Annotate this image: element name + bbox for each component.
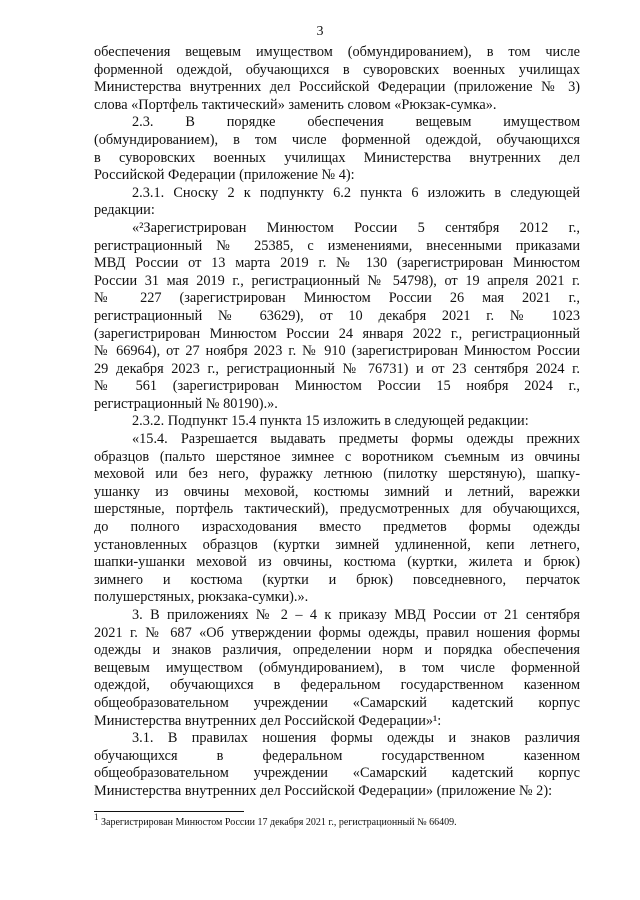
text-line: до полного израсходования вместо предметов формы одежды	[94, 519, 580, 536]
footnote-marker: 1	[94, 812, 99, 822]
text-line: регистрационный № 80190).».	[94, 395, 278, 412]
body-text	[94, 44, 580, 801]
text-line: меховой или без него, фуражку летнюю (пилотку шерстяную), шапку-	[94, 466, 580, 483]
text-line: установленных образцов (куртки зимней удлиненной, кепи летнего,	[94, 536, 580, 553]
text-line: шерстяные, портфель тактический), предусмотренных для обучающихся,	[94, 501, 580, 518]
text-line: 3.1. В правилах ношения формы одежды и знаков различия	[132, 730, 580, 747]
text-line: № 66964), от 27 ноября 2023 г. № 910 (зарегистрирован Минюстом России	[94, 343, 580, 360]
text-line: форменной одеждой, обучающихся в суворовских военных училищах	[94, 61, 580, 78]
text-line: регистрационный № 25385, с изменениями, внесенными приказами	[94, 237, 580, 254]
text-line: Министерства внутренних дел Российской Федерации»¹:	[94, 712, 442, 729]
text-line: «15.4. Разрешается выдавать предметы формы одежды прежних	[132, 431, 580, 448]
footnote	[94, 812, 580, 829]
text-line: образцов (пальто шерстяное зимнее с воротником съемным из овчины	[94, 448, 580, 465]
text-line: 2.3.2. Подпункт 15.4 пункта 15 изложить в следующей редакции:	[132, 413, 529, 430]
text-line: шапки-ушанки меховой из овчины, костюма (куртки, жилета и брюк)	[94, 554, 580, 571]
text-line: 3. В приложениях № 2 – 4 к приказу МВД России от 21 сентября	[132, 607, 580, 623]
text-line: 2.3. В порядке обеспечения вещевым имуществом	[132, 114, 580, 131]
text-line: Министерства внутренних дел Российской Федерации (приложение № 3)	[94, 79, 580, 96]
text-line: 2.3.1. Сноску 2 к подпункту 6.2 пункта 6 изложить в следующей	[132, 184, 580, 201]
text-line: одежды и знаков различия, определении норм и порядка обеспечения	[94, 642, 580, 659]
text-line: обучающихся в федеральном государственном казенном	[94, 747, 580, 764]
text-line: полушерстяных, рюкзака-сумки).».	[94, 589, 309, 606]
text-line: МВД России от 13 марта 2019 г. № 130 (зарегистрирован Минюстом	[94, 255, 580, 272]
text-line: России 31 мая 2019 г., регистрационный № 54798), от 19 апреля 2021 г.	[94, 272, 580, 289]
footnote-text: Зарегистрирован Минюстом России 17 декабря 2021 г., регистрационный № 66409.	[98, 817, 457, 828]
text-line: Российской Федерации (приложение № 4):	[94, 167, 355, 184]
text-line: редакции:	[94, 202, 155, 219]
text-line: регистрационный № 63629), от 10 декабря 2021 г. № 1023	[94, 307, 580, 324]
text-line: «²Зарегистрирован Минюстом России 5 сентября 2012 г.,	[132, 219, 580, 236]
text-line: обеспечения вещевым имуществом (обмундированием), в том числе	[94, 44, 580, 60]
footnote-divider	[94, 811, 244, 812]
text-line: (обмундированием), в том числе форменной одеждой, обучающихся	[94, 131, 580, 148]
text-line: № 561 (зарегистрирован Минюстом России 15 ноября 2024 г.,	[94, 378, 580, 395]
text-line: одеждой, обучающихся в федеральном государственном казенном	[94, 677, 580, 694]
text-line: общеобразовательном учреждении «Самарский кадетский корпус	[94, 694, 580, 711]
text-line: зимнего и костюма (куртки и брюк) повседневного, перчаток	[94, 571, 580, 588]
text-line: № 227 (зарегистрирован Минюстом России 26 мая 2021 г.,	[94, 290, 580, 307]
text-line: в суворовских военных училищах Министерства внутренних дел	[94, 149, 580, 166]
text-line: вещевым имуществом (обмундированием), в том числе форменной	[94, 659, 580, 676]
text-line: общеобразовательном учреждении «Самарский кадетский корпус	[94, 765, 580, 782]
text-line: слова «Портфель тактический» заменить словом «Рюкзак-сумка».	[94, 96, 497, 113]
text-line: Министерства внутренних дел Российской Федерации» (приложение № 2):	[94, 782, 553, 799]
text-line: (зарегистрирован Минюстом России 24 января 2022 г., регистрационный	[94, 325, 580, 342]
page-number: 3	[316, 24, 324, 39]
text-line: 29 декабря 2023 г., регистрационный № 76731) и от 23 сентября 2024 г.	[94, 360, 580, 377]
text-line: ушанку из овчины меховой, костюмы зимний и летний, варежки	[94, 483, 580, 500]
text-line: 2021 г. № 687 «Об утверждении формы одежды, правил ношения формы	[94, 624, 580, 641]
